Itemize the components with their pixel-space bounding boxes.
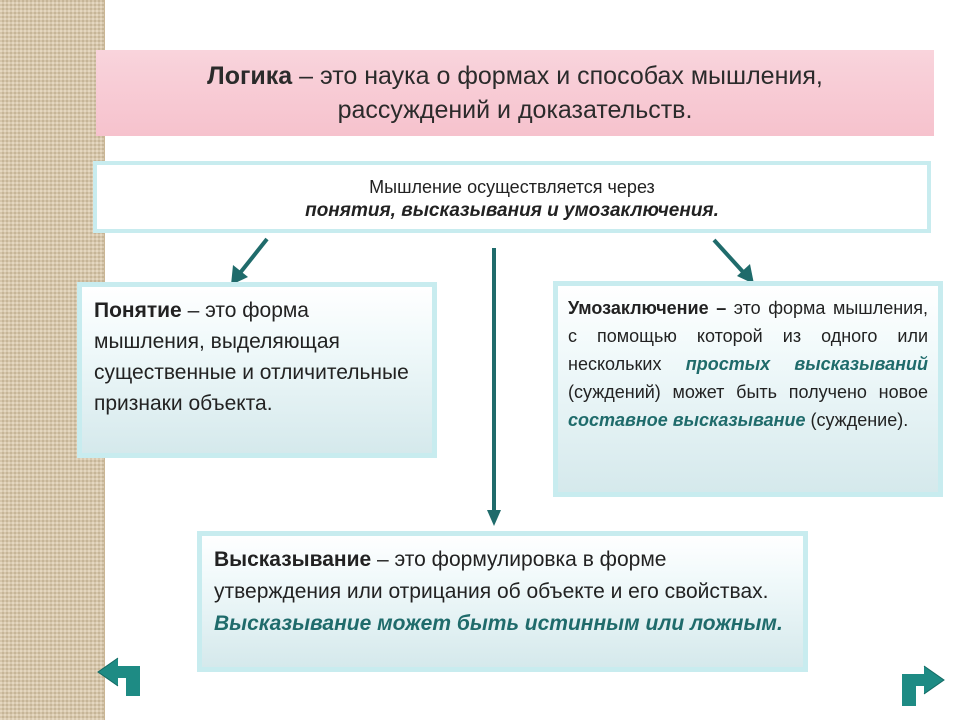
- inference-text-2: (суждений) может быть получено новое: [568, 382, 928, 402]
- concept-text: – это форма мышления, выделяющая существенные и отличительные признаки объекта.: [94, 299, 409, 415]
- inference-definition-box: [553, 281, 943, 497]
- intro-line-2: понятия, высказывания и умозаключения.: [305, 200, 719, 221]
- intro-line-1: Мышление осуществляется через: [369, 177, 655, 197]
- title-line-2: рассуждений и доказательств.: [337, 96, 693, 124]
- statement-term: Высказывание: [214, 548, 372, 571]
- arrow-to-concept: [231, 239, 267, 285]
- inference-highlight-simple: простых высказываний: [685, 354, 928, 374]
- title-line-1-rest: – это наука о формах и способах мышления,: [292, 62, 823, 90]
- statement-definition-box: [197, 531, 808, 672]
- statement-highlight: Высказывание может быть истинным или ложным.: [214, 612, 783, 635]
- arrow-to-statement: [487, 248, 501, 526]
- concept-definition-box: [77, 282, 437, 458]
- inference-highlight-compound: составное высказывание: [568, 410, 806, 430]
- concept-term: Понятие: [94, 299, 182, 322]
- statement-text: – это формулировка в форме утверждения или отрицания об объекте и его свойствах.: [214, 548, 769, 603]
- return-forward-icon[interactable]: [896, 662, 948, 708]
- arrow-to-inference: [714, 240, 754, 284]
- title-term: Логика: [207, 62, 293, 90]
- inference-term: Умозаключение –: [568, 298, 727, 318]
- inference-text-1: это форма мышления, с помощью которой из одного или нескольких: [568, 298, 928, 374]
- inference-text-3: (суждение).: [805, 410, 909, 430]
- return-back-icon[interactable]: [94, 652, 146, 698]
